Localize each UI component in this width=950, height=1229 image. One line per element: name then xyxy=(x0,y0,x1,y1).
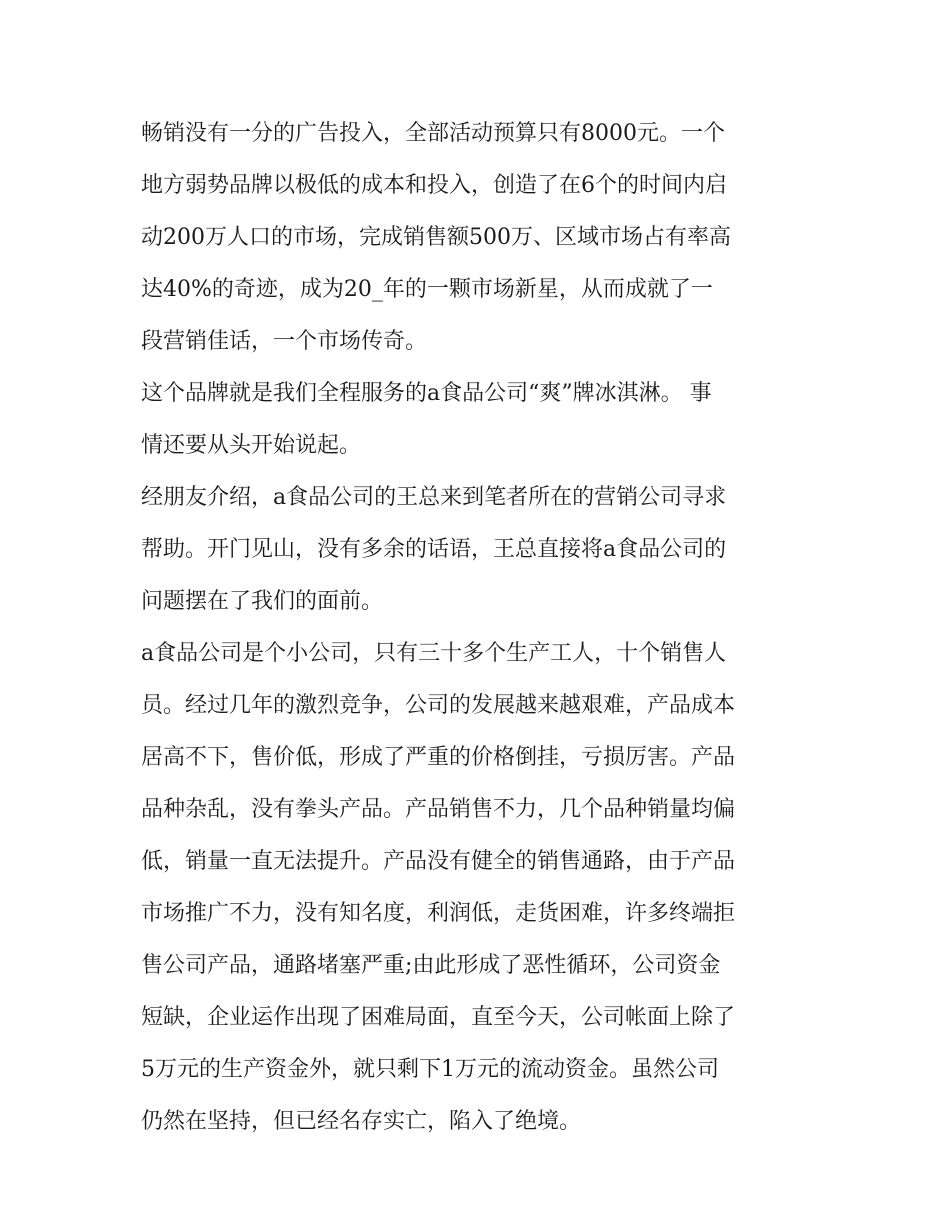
text-line: 畅销没有一分的广告投入，全部活动预算只有8000元。一个 xyxy=(141,121,725,146)
text-line: 问题摆在了我们的面前。 xyxy=(141,589,384,614)
text-line: 品种杂乱，没有拳头产品。产品销售不力，几个品种销量均偏 xyxy=(141,797,736,822)
text-line: 段营销佳话，一个市场传奇。 xyxy=(141,329,428,354)
text-line: 仍然在坚持，但已经名存实亡，陷入了绝境。 xyxy=(141,1109,582,1134)
text-line: 经朋友介绍，a食品公司的王总来到笔者所在的营销公司寻求 xyxy=(141,485,727,510)
text-line: 低，销量一直无法提升。产品没有健全的销售通路，由于产品 xyxy=(141,849,736,874)
text-line: 这个品牌就是我们全程服务的a食品公司“爽”牌冰淇淋。 事 xyxy=(141,381,712,406)
body-text xyxy=(141,108,821,1148)
text-line: 售公司产品，通路堵塞严重;由此形成了恶性循环，公司资金 xyxy=(141,953,721,978)
text-line: 情还要从头开始说起。 xyxy=(141,433,362,458)
text-line: 地方弱势品牌以极低的成本和投入，创造了在6个的时间内启 xyxy=(141,173,727,198)
text-line: 帮助。开门见山，没有多余的话语，王总直接将a食品公司的 xyxy=(141,537,727,562)
text-line: 5万元的生产资金外，就只剩下1万元的流动资金。虽然公司 xyxy=(141,1057,719,1082)
text-line: 市场推广不力，没有知名度，利润低，走货困难，许多终端拒 xyxy=(141,901,736,926)
text-line: 居高不下，售价低，形成了严重的价格倒挂，亏损厉害。产品 xyxy=(141,745,736,770)
text-line: 达40%的奇迹，成为20_年的一颗市场新星，从而成就了一 xyxy=(141,277,713,302)
text-line: a食品公司是个小公司，只有三十多个生产工人，十个销售人 xyxy=(141,641,727,666)
text-line: 动200万人口的市场，完成销售额500万、区域市场占有率高 xyxy=(141,225,731,250)
text-line: 短缺，企业运作出现了困难局面，直至今天，公司帐面上除了 xyxy=(141,1005,736,1030)
text-line: 员。经过几年的激烈竞争，公司的发展越来越艰难，产品成本 xyxy=(141,693,736,718)
